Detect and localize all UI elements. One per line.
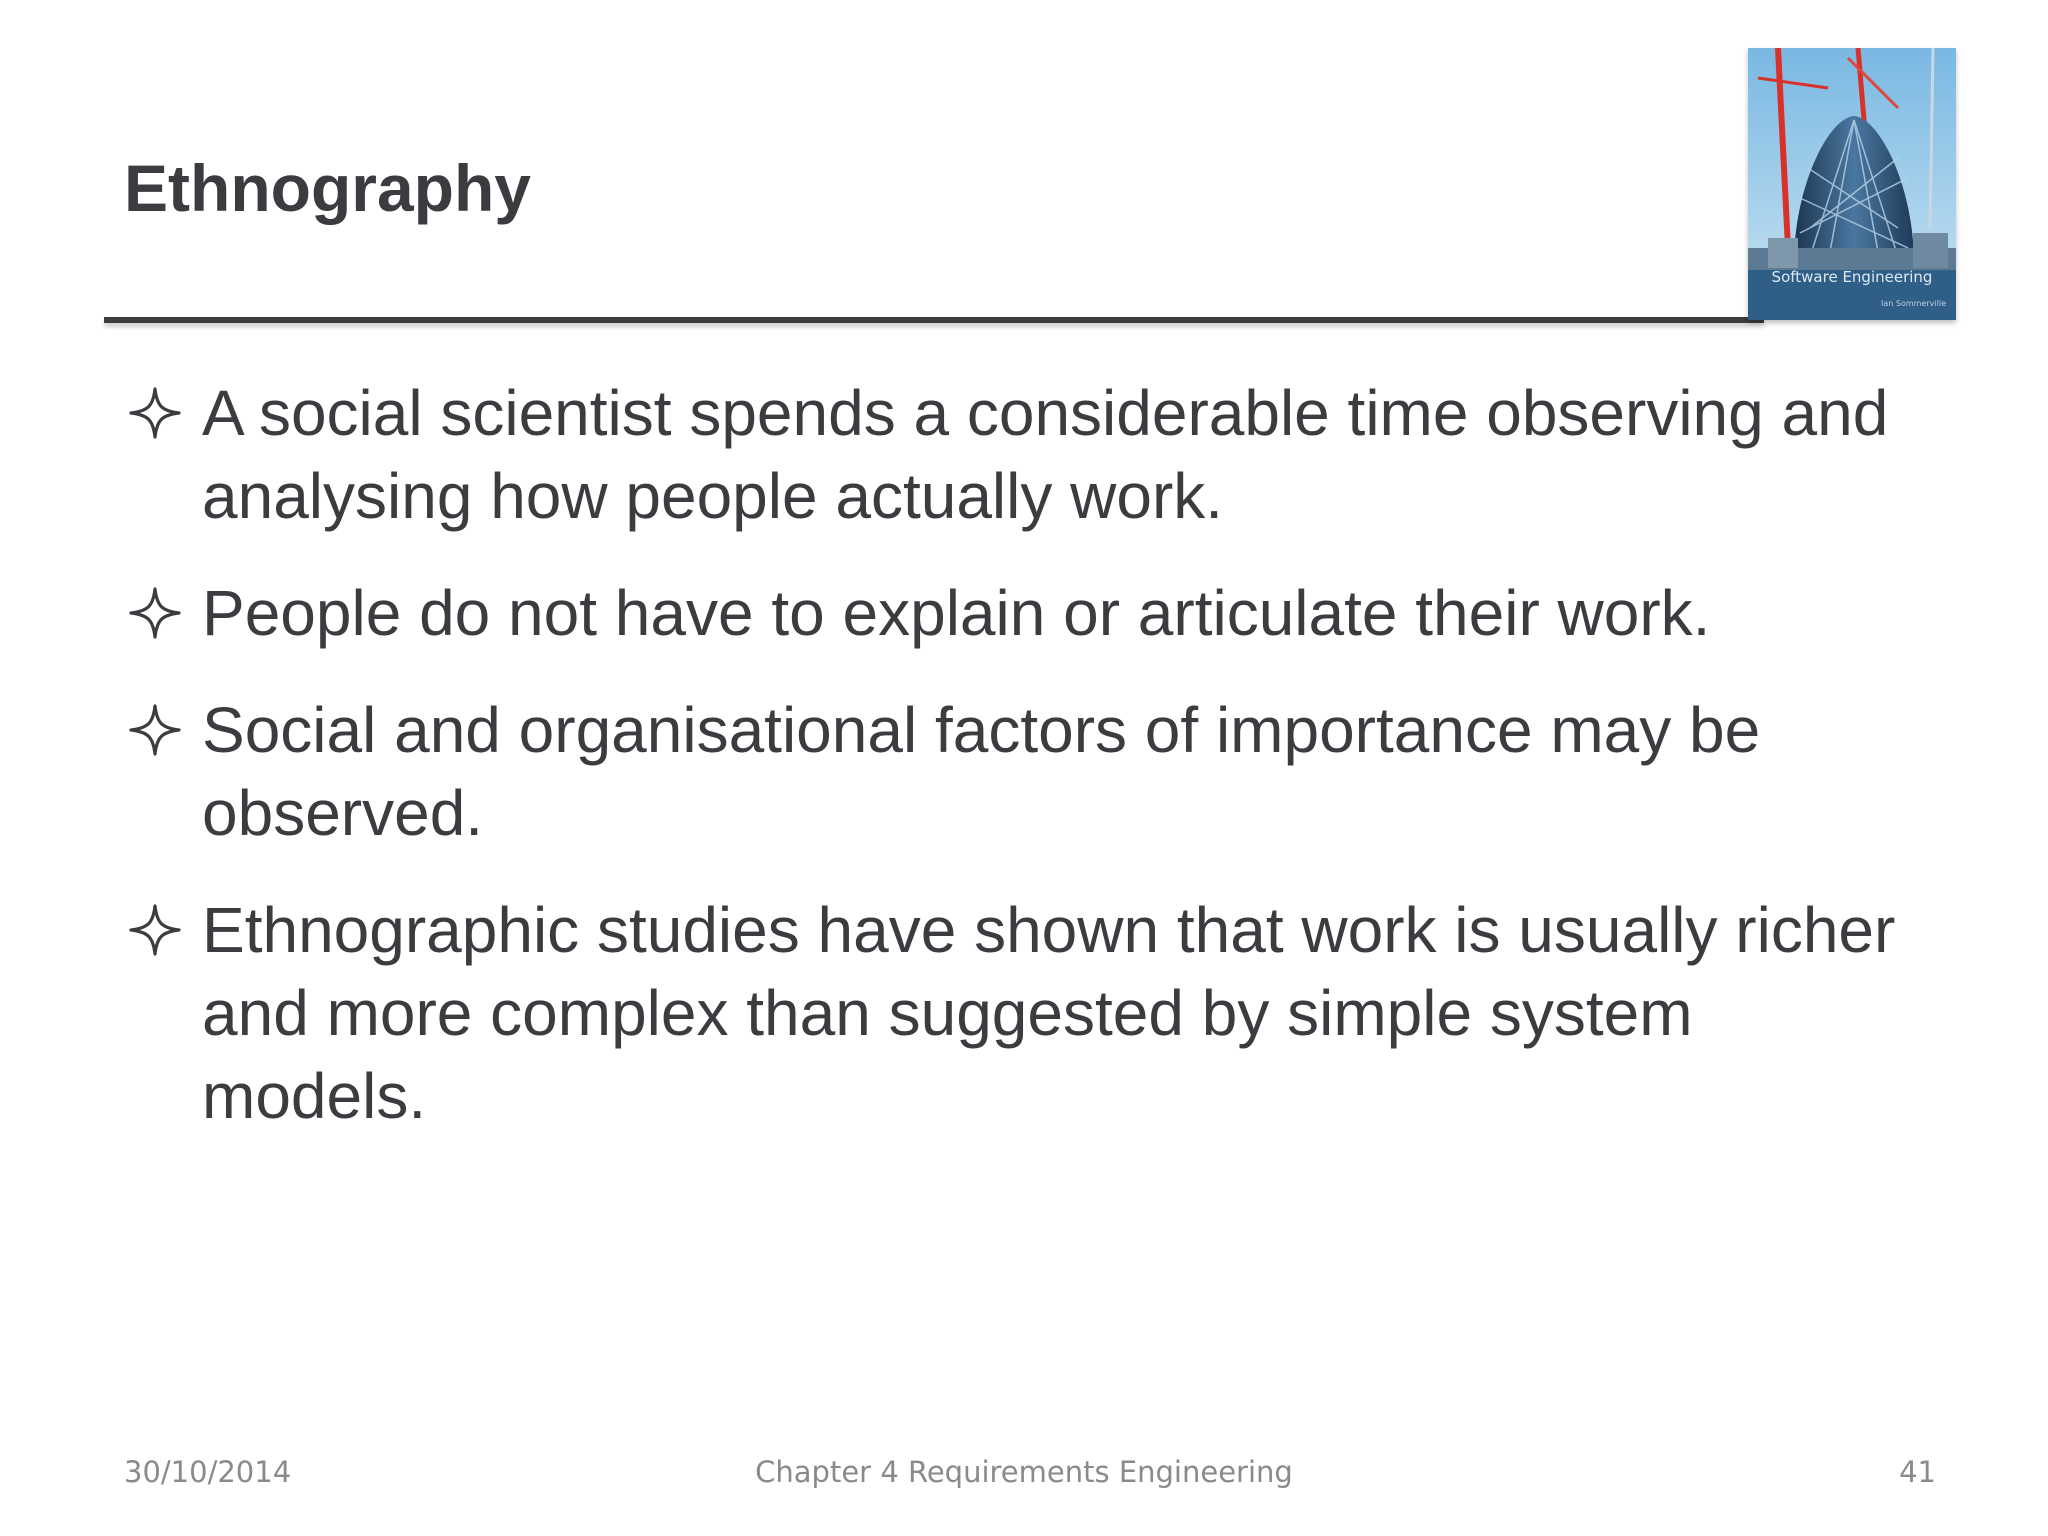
book-cover-image: [1748, 48, 1956, 320]
four-point-star-icon: [128, 586, 182, 640]
bullet-text: Social and organisational factors of importance may be observed.: [202, 694, 1761, 849]
cover-author: Ian Sommerville: [1881, 299, 1946, 308]
footer-date: 30/10/2014: [124, 1455, 292, 1489]
bullet-list: [128, 372, 1908, 1172]
bullet-item: [128, 889, 1908, 1138]
bullet-text: A social scientist spends a considerable time observing and analysing how people actually work.: [202, 377, 1889, 532]
four-point-star-icon: [128, 386, 182, 440]
footer-chapter: Chapter 4 Requirements Engineering: [755, 1455, 1293, 1489]
bullet-text: Ethnographic studies have shown that work is usually richer and more complex than suggested by simple system models.: [202, 894, 1896, 1132]
bullet-item: [128, 689, 1908, 855]
bullet-item: [128, 372, 1908, 538]
bullet-text: People do not have to explain or articulate their work.: [202, 577, 1711, 649]
footer-page-number: 41: [1899, 1455, 1936, 1489]
cover-title: Software Engineering: [1771, 268, 1933, 286]
four-point-star-icon: [128, 703, 182, 757]
title-divider: [104, 317, 1764, 323]
four-point-star-icon: [128, 903, 182, 957]
slide-title: Ethnography: [124, 151, 531, 225]
bullet-item: [128, 572, 1908, 655]
